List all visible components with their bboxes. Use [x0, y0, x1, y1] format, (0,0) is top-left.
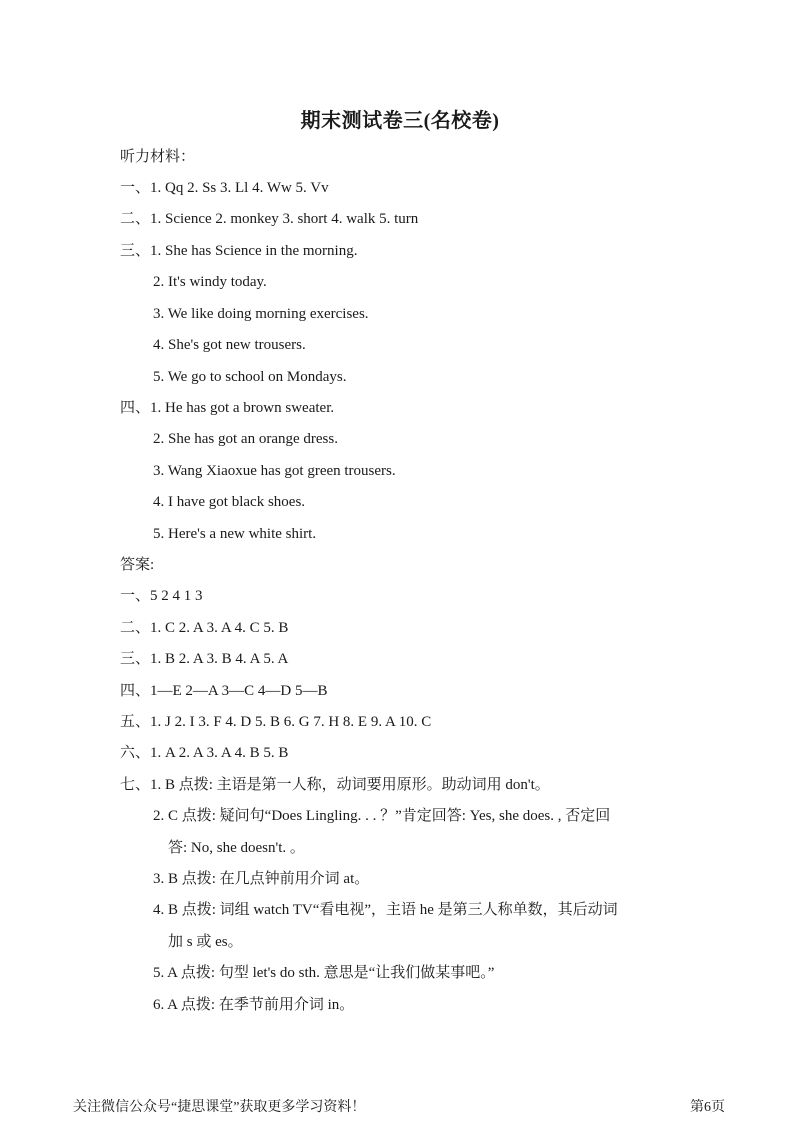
answer-section-1: 一、5 2 4 1 3 — [120, 588, 203, 604]
answer-section-7-line: 3. B 点拨: 在几点钟前用介词 at。 — [153, 871, 370, 887]
answer-section-4: 四、1—E 2—A 3—C 4—D 5—B — [120, 683, 328, 699]
footer-promo-text: 关注微信公众号“捷思课堂”获取更多学习资料！ — [73, 1100, 366, 1115]
answer-section-7-line: 七、1. B 点拨: 主语是第一人称，动词要用原形。助动词用 don't。 — [120, 777, 550, 793]
answer-section-5: 五、1. J 2. I 3. F 4. D 5. B 6. G 7. H 8. E 9. A 10. C — [120, 714, 432, 730]
answer-section-6: 六、1. A 2. A 3. A 4. B 5. B — [120, 745, 289, 761]
answer-section-7-line: 答: No, she doesn't. 。 — [168, 840, 305, 856]
answer-section-7-line: 加 s 或 es。 — [168, 934, 243, 950]
listening-section-3-line: 5. We go to school on Mondays. — [153, 369, 347, 385]
listening-section-4-line: 四、1. He has got a brown sweater. — [120, 400, 335, 416]
listening-section-1: 一、1. Qq 2. Ss 3. Ll 4. Ww 5. Vv — [120, 180, 329, 196]
listening-section-3-line: 4. She's got new trousers. — [153, 337, 306, 353]
answer-section-7-line: 4. B 点拨: 词组 watch TV“看电视”，主语 he 是第三人称单数，其后动词 — [153, 902, 618, 918]
answer-section-3: 三、1. B 2. A 3. B 4. A 5. A — [120, 651, 289, 667]
page-number: 第6页 — [690, 1100, 725, 1115]
answer-section-2: 二、1. C 2. A 3. A 4. C 5. B — [120, 620, 289, 636]
listening-section-2: 二、1. Science 2. monkey 3. short 4. walk 5. turn — [120, 211, 419, 227]
answers-heading: 答案: — [120, 557, 155, 573]
answer-section-7-line: 6. A 点拨: 在季节前用介词 in。 — [153, 997, 355, 1013]
page-title: 期末测试卷三(名校卷) — [300, 110, 500, 132]
listening-section-3-line: 3. We like doing morning exercises. — [153, 306, 369, 322]
listening-section-4-line: 5. Here's a new white shirt. — [153, 526, 317, 542]
listening-section-3-line: 2. It's windy today. — [153, 274, 267, 290]
answer-section-7-line: 2. C 点拨: 疑问句“Does Lingling. . . ？”肯定回答: Yes, she does. , 否定回 — [153, 808, 611, 824]
listening-section-4-line: 4. I have got black shoes. — [153, 494, 306, 510]
listening-section-3-line: 三、1. She has Science in the morning. — [120, 243, 358, 259]
answer-section-7-line: 5. A 点拨: 句型 let's do sth. 意思是“让我们做某事吧。” — [153, 965, 495, 981]
listening-section-4-line: 3. Wang Xiaoxue has got green trousers. — [153, 463, 396, 479]
listening-section-4-line: 2. She has got an orange dress. — [153, 431, 338, 447]
listening-heading: 听力材料： — [120, 149, 196, 165]
